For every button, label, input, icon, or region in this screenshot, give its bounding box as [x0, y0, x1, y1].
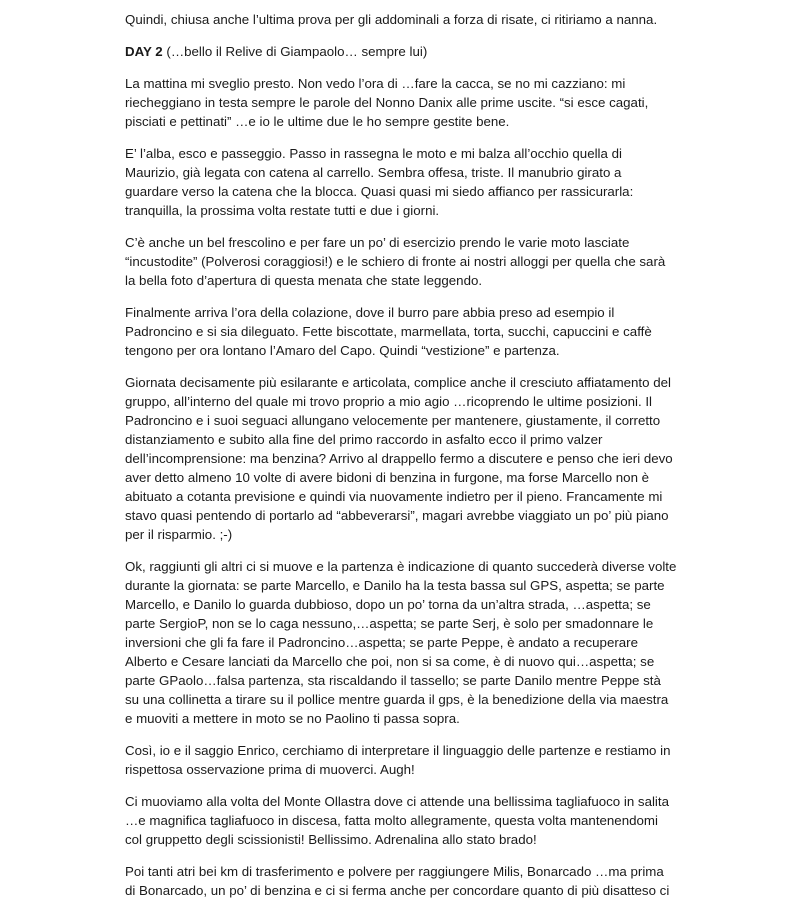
day-subtitle: (…bello il Relive di Giampaolo… sempre lui) [162, 44, 428, 59]
paragraph: Quindi, chiusa anche l’ultima prova per gli addominali a forza di risate, ci ritiriamo a nanna. [125, 12, 658, 27]
paragraph: E’ l’alba, esco e passeggio. Passo in rassegna le moto e mi balza all’occhio quella di Maurizio, già legata con catena al carrello. Sembra offesa, triste. Il manubrio girato a guardare verso la catena che la blocca. Quasi quasi mi siedo affianco per rassicurarla: tranquilla, la prossima volta restate tutti e due i giorni. [125, 146, 634, 218]
day-heading [125, 42, 677, 61]
paragraph: Poi tanti atri bei km di trasferimento e polvere per raggiungere Milis, Bonarcado …ma prima di Bonarcado, un po’ di benzina e ci si ferma anche per concordare quanto di più disatteso ci [125, 864, 670, 898]
paragraph: Giornata decisamente più esilarante e articolata, complice anche il cresciuto affiatamento del gruppo, all’interno del quale mi trovo proprio a mio agio …ricoprendo le ultime posizioni. Il Padroncino e i suoi seguaci allungano velocemente per mantenere, giustamente, il corretto distanziamento e subito alla fine del primo raccordo in asfalto ecco il primo valzer dell’incomprensione: ma benzina? Arrivo al drappello fermo a discutere e penso che ieri devo aver detto almeno 10 volte di avere bidoni di benzina in furgone, ma forse Marcello non è abituato a cotanta previsione e quindi via nuovamente indietro per il pieno. Francamente mi stavo quasi pentendo di portarlo ad “abbeverarsi”, magari avrebbe viaggiato un po’ più piano per il risparmio. ;-) [125, 375, 673, 542]
paragraph: La mattina mi sveglio presto. Non vedo l’ora di …fare la cacca, se no mi cazziano: mi riecheggiano in testa sempre le parole del Nonno Danix alle prime uscite. “si esce cagati, pisciati e pettinati” …e io le ultime due le ho sempre gestite bene. [125, 76, 649, 129]
day-label: DAY 2 [125, 44, 163, 59]
paragraph: Ok, raggiunti gli altri ci si muove e la partenza è indicazione di quanto succederà diverse volte durante la giornata: se parte Marcello, e Danilo ha la testa bassa sul GPS, aspetta; se parte Marcello, e Danilo lo guarda dubbioso, dopo un po’ torna da un’altra strada, …aspetta; se parte SergioP, non se lo caga nessuno,…aspetta; se parte Serj, è solo per smadonnare le inversioni che gli fa fare il Padroncino…aspetta; se parte Peppe, è andato a recuperare Alberto e Cesare lanciati da Marcello che poi, non si sa come, è di nuovo qui…aspetta; se parte GPaolo…falsa partenza, sta riscaldando il tassello; se parte Danilo mentre Peppe stà su una collinetta a tirare su il pollice mentre guarda il gps, è la benedizione della via maestra e muoviti a mettere in moto se no Paolino ti passa sopra. [125, 559, 677, 726]
paragraph: C’è anche un bel frescolino e per fare un po’ di esercizio prendo le varie moto lasciate “incustodite” (Polverosi coraggiosi!) e le schiero di fronte ai nostri alloggi per quella che sarà la bella foto d’apertura di questa menata che state leggendo. [125, 235, 666, 288]
article-body [125, 10, 677, 913]
paragraph: Finalmente arriva l’ora della colazione, dove il burro pare abbia preso ad esempio il Padroncino e si sia dileguato. Fette biscottate, marmellata, torta, succhi, capuccini e caffè tengono per ora lontano l’Amaro del Capo. Quindi “vestizione” e partenza. [125, 305, 652, 358]
paragraph: Ci muoviamo alla volta del Monte Ollastra dove ci attende una bellissima tagliafuoco in salita …e magnifica tagliafuoco in discesa, fatta molto allegramente, questa volta mantenendomi col gruppetto degli scissionisti! Bellissimo. Adrenalina allo stato brado! [125, 794, 669, 847]
paragraph: Così, io e il saggio Enrico, cerchiamo di interpretare il linguaggio delle partenze e restiamo in rispettosa osservazione prima di muoverci. Augh! [125, 743, 671, 777]
